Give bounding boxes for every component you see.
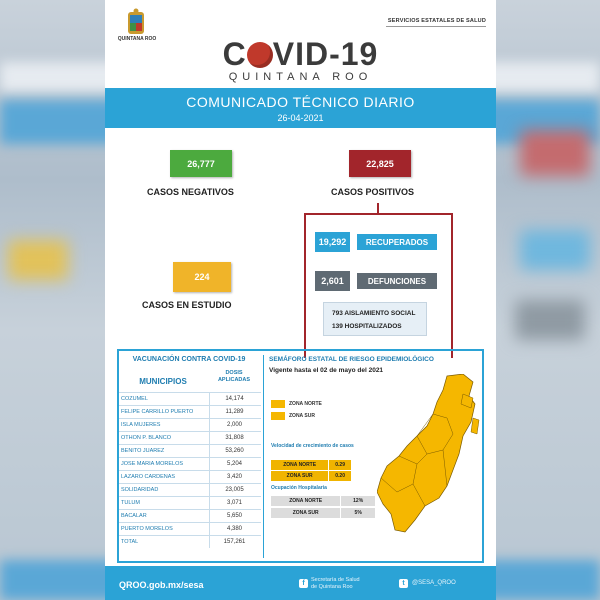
casos-estudio-label: CASOS EN ESTUDIO [142,300,232,310]
dosis-cell: 3,071 [209,497,259,509]
bg-block [8,240,68,280]
connector-line [377,203,379,213]
twitter-icon[interactable]: t [399,579,408,588]
semaforo-vigencia: Vigente hasta el 02 de mayo del 2021 [269,367,384,374]
aislamiento-text: 793 AISLAMIENTO SOCIAL [332,310,416,317]
municipio-cell: BACALAR [121,513,147,519]
page-subtitle: QUINTANA ROO [228,71,373,83]
dosis-cell: 23,005 [209,484,259,496]
divider [263,355,264,558]
table-row [119,405,261,418]
table-row [119,431,261,444]
ocupacion-zona: ZONA NORTE [271,496,341,506]
legend-swatch-norte [271,400,285,408]
municipio-cell: LAZARO CARDENAS [121,474,176,480]
crecimiento-zona: ZONA NORTE [271,460,329,470]
municipios-header: MUNICIPIOS [139,377,187,386]
dosis-cell: 4,380 [209,523,259,535]
virus-icon [247,42,273,68]
municipio-cell: JOSE MARIA MORELOS [121,461,184,467]
legend-norte: ZONA NORTE [289,401,322,407]
table-row [119,392,261,405]
report-title: COMUNICADO TÉCNICO DIARIO [186,94,415,110]
dosis-header: DOSIS APLICADAS [217,370,251,383]
crecimiento-title: Velocidad de crecimiento de casos [271,443,354,449]
casos-positivos-value: 22,825 [349,150,411,177]
report-date: 26-04-2021 [277,113,324,123]
crecimiento-zona: ZONA SUR [271,471,329,481]
table-row [119,522,261,535]
divider [386,26,486,27]
title-right: VID-19 [272,36,379,72]
table-row [119,535,261,548]
title-left: C [222,36,247,72]
legend-sur: ZONA SUR [289,413,315,419]
municipio-cell: BENITO JUAREZ [121,448,165,454]
facebook-account[interactable] [311,577,360,591]
hospitalizados-text: 139 HOSPITALIZADOS [332,323,402,330]
dosis-cell: 14,174 [209,393,259,405]
dosis-cell: 5,204 [209,458,259,470]
quintana-roo-map [377,374,481,534]
ocupacion-row-sur [271,508,375,518]
vacunacion-title: VACUNACIÓN CONTRA COVID-19 [132,356,246,363]
municipio-cell: SOLIDARIDAD [121,487,159,493]
page-title [105,36,496,73]
semaforo-title: SEMÁFORO ESTATAL DE RIESGO EPIDEMIOLÓGICO [269,356,434,363]
dosis-cell: 31,808 [209,432,259,444]
table-row [119,470,261,483]
municipio-cell: OTHON P. BLANCO [121,435,172,441]
bg-block [520,130,590,176]
table-row [119,418,261,431]
ocupacion-valor: 5% [354,510,362,516]
municipio-cell: PUERTO MORELOS [121,526,173,532]
defunciones-label: DEFUNCIONES [357,273,437,289]
table-row [119,509,261,522]
footer-url-link[interactable]: QROO.gob.mx/sesa [119,580,204,590]
ocupacion-valor: 12% [353,498,364,504]
dosis-cell: 11,289 [209,406,259,418]
organization-name: SERVICIOS ESTATALES DE SALUD [387,18,486,24]
casos-negativos-value: 26,777 [170,150,232,177]
logo-caption: QUINTANA ROO [117,36,157,42]
facebook-icon[interactable]: f [299,579,308,588]
municipio-cell: COZUMEL [121,396,148,402]
recuperados-label: RECUPERADOS [357,234,437,250]
crecimiento-row-norte [271,460,351,470]
legend-swatch-sur [271,412,285,420]
casos-estudio-value: 224 [173,262,231,292]
twitter-handle-link[interactable]: @SESA_QROO [412,580,456,586]
table-row [119,483,261,496]
bg-block [520,230,590,270]
municipio-cell: ISLA MUJERES [121,422,161,428]
covid-report-poster [105,0,496,600]
crecimiento-valor: 0.29 [335,462,345,468]
dosis-cell: 3,420 [209,471,259,483]
casos-negativos-label: CASOS NEGATIVOS [147,187,234,197]
dosis-cell: 2,000 [209,419,259,431]
municipio-cell: TULUM [121,500,140,506]
table-row [119,496,261,509]
defunciones-value: 2,601 [315,271,350,291]
ocupacion-title: Ocupación Hospitalaria [271,485,327,491]
facebook-line1: Secretaría de Salud [311,577,360,583]
table-row [119,457,261,470]
casos-positivos-label: CASOS POSITIVOS [331,187,415,197]
ocupacion-row-norte [271,496,375,506]
table-row [119,444,261,457]
crecimiento-valor: 0.20 [335,473,345,479]
dosis-cell: 157,261 [209,536,259,548]
dosis-cell: 5,650 [209,510,259,522]
vacunacion-table [119,392,261,548]
crecimiento-row-sur [271,471,351,481]
ocupacion-zona: ZONA SUR [271,508,341,518]
aislamiento-hospitalizados-box [323,302,427,336]
municipio-cell: FELIPE CARRILLO PUERTO [121,409,194,415]
facebook-line2: de Quintana Roo [311,584,353,590]
municipio-cell: TOTAL [121,539,139,545]
bg-block [515,300,585,340]
recuperados-value: 19,292 [315,232,350,252]
dosis-cell: 53,260 [209,445,259,457]
